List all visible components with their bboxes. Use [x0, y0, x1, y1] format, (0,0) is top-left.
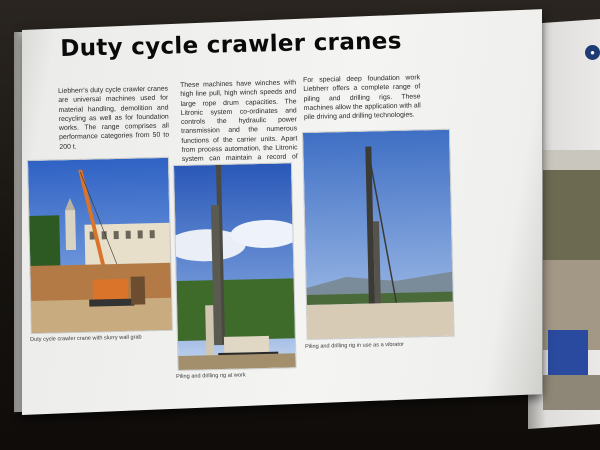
globe-logo-icon: ● [585, 45, 600, 60]
photo-piling-rig [174, 163, 296, 370]
page-title: Duty cycle crawler cranes [60, 28, 402, 62]
text-column-1: Liebherr's duty cycle crawler cranes are universal machines used for material handling, demolition and recycling as well as for foundation works. The range comprises all performance categories from 50 to 200 t. [58, 85, 170, 151]
caption-crawler-crane: Duty cycle crawler crane with slurry wall grab [30, 334, 142, 343]
caption-vibrator-rig: Piling and drilling rig in use as a vibrator [305, 341, 404, 350]
photo-crawler-crane [28, 158, 172, 333]
right-page-photo [543, 150, 600, 410]
photo-vibrator-rig [303, 130, 454, 339]
caption-piling-rig: Piling and drilling rig at work [176, 372, 246, 380]
text-column-2: These machines have winches with high line pull, high winch speeds and large rope drum capacities. The Litronic system co-ordinates and controls the hydraulic power transmission and the numerous functions of the carrier units. Apart from process automation, the Litronic system can maintain a record of [180, 79, 298, 164]
text-column-3: For special deep foundation work Liebherr offers a complete range of piling and drilling rigs. These machines allow the application with all pile driving and drilling technologies. [303, 74, 421, 122]
